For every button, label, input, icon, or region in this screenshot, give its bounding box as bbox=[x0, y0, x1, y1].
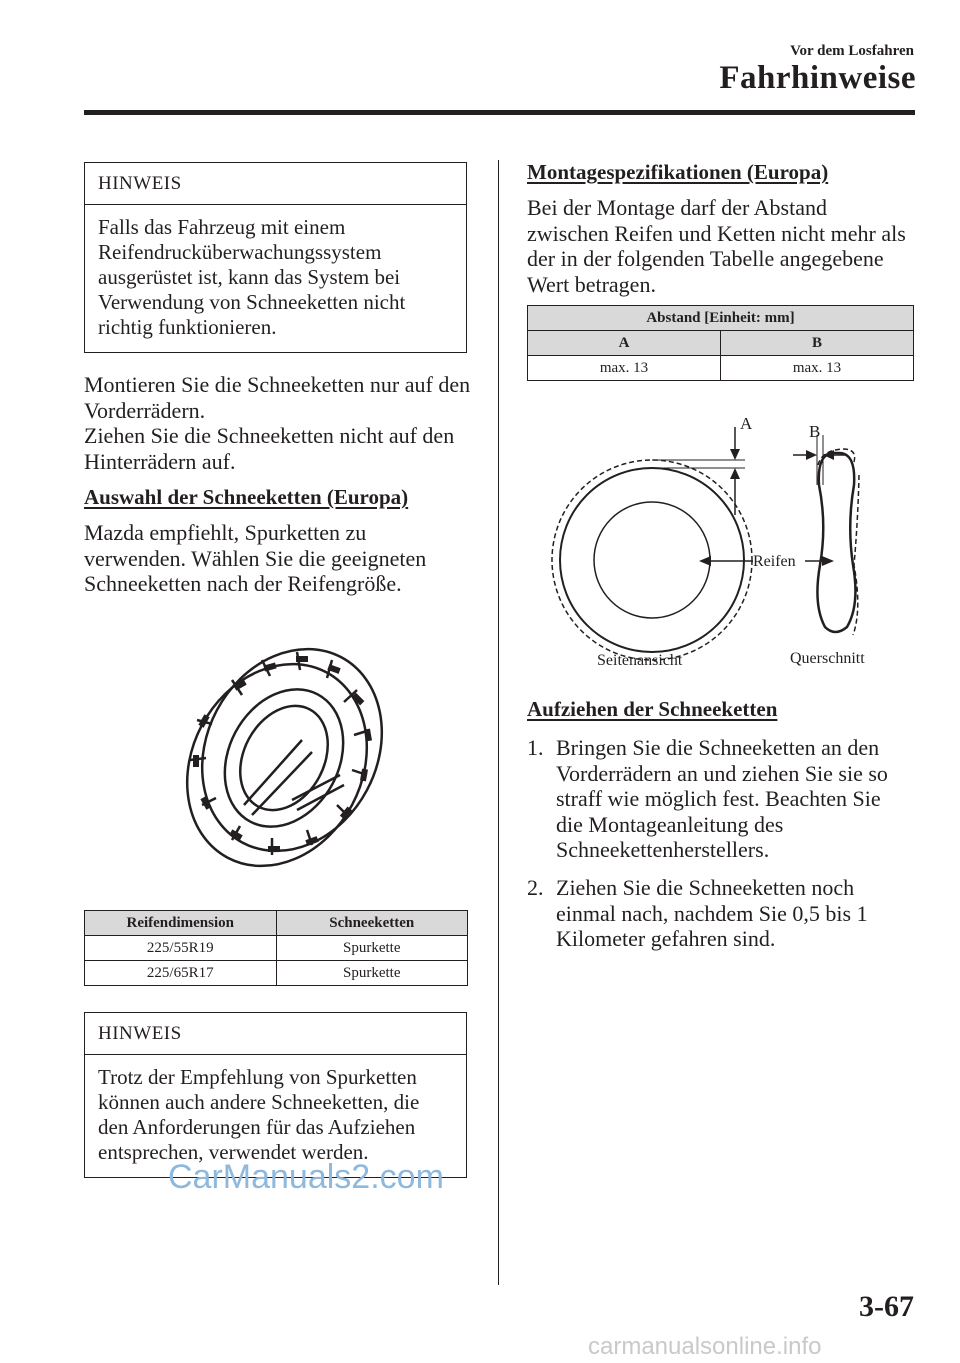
paragraph-mounting-specs: Bei der Montage darf der Abstand zwischen Reifen und Ketten nicht mehr als der in der folgenden Tabelle angegebene Wert betragen. bbox=[527, 195, 906, 297]
watermark-logo: CarManuals2.com bbox=[168, 1158, 444, 1196]
list-item-number: 2. bbox=[527, 875, 544, 900]
diagram-label-tire: Reifen bbox=[753, 553, 796, 570]
diagram-label-b: B bbox=[809, 422, 821, 441]
table-cell: 225/55R19 bbox=[85, 936, 277, 961]
section-title-mounting-specs: Montagespezifikationen (Europa) bbox=[527, 160, 829, 184]
table-header-snow-chains: Schneeketten bbox=[276, 911, 468, 936]
note-body: Trotz der Empfehlung von Spurketten können auch andere Schneeketten, die den Anforderungen für das Aufziehen entsprechen, verwendet werden. bbox=[98, 1065, 420, 1164]
table-cell: max. 13 bbox=[528, 356, 721, 381]
list-item bbox=[527, 735, 912, 863]
snow-chain-illustration bbox=[172, 640, 392, 870]
diagram-label-cross-section: Querschnitt bbox=[790, 650, 865, 667]
page-number: 3-67 bbox=[859, 1290, 914, 1323]
table-row bbox=[85, 936, 468, 961]
footer-watermark: carmanualsonline.info bbox=[588, 1333, 822, 1360]
note-title: HINWEIS bbox=[85, 1013, 466, 1055]
note-body: Falls das Fahrzeug mit einem Reifendrucküberwachungssystem ausgerüstet ist, kann das System bei Verwendung von Schneeketten nicht richtig funktionieren. bbox=[98, 215, 406, 339]
header-rule bbox=[84, 110, 915, 115]
table-header-tire-dimension: Reifendimension bbox=[85, 911, 277, 936]
tire-clearance-diagram bbox=[527, 405, 914, 680]
section-title-chain-selection: Auswahl der Schneeketten (Europa) bbox=[84, 485, 409, 509]
paragraph-chain-selection: Mazda empfiehlt, Spurketten zu verwenden. Wählen Sie die geeigneten Schneeketten nach der Reifengröße. bbox=[84, 520, 427, 596]
table-cell: max. 13 bbox=[721, 356, 914, 381]
paragraph-front-wheels: Montieren Sie die Schneeketten nur auf den Vorderrädern. bbox=[84, 372, 471, 423]
list-item-text: Ziehen Sie die Schneeketten noch einmal nach, nachdem Sie 0,5 bis 1 Kilometer gefahren sind. bbox=[556, 875, 868, 951]
table-cell: Spurkette bbox=[276, 936, 468, 961]
table-row bbox=[85, 961, 468, 986]
diagram-label-side-view: Seitenansicht bbox=[597, 652, 683, 669]
table-cell: Spurkette bbox=[276, 961, 468, 986]
table-header-b: B bbox=[721, 331, 914, 356]
list-item-text: Bringen Sie die Schneeketten an den Vorderrädern an und ziehen Sie sie so straff wie möglich fest. Beachten Sie die Montageanleitung des Schneekettenherstellers. bbox=[556, 735, 888, 862]
section-title-fitting-chains: Aufziehen der Schneeketten bbox=[527, 697, 778, 721]
list-item bbox=[527, 875, 912, 952]
note-title: HINWEIS bbox=[85, 163, 466, 205]
table-caption: Abstand [Einheit: mm] bbox=[528, 306, 914, 331]
chapter-subtitle: Vor dem Losfahren bbox=[790, 43, 914, 59]
table-header-a: A bbox=[528, 331, 721, 356]
chain-size-table bbox=[84, 910, 468, 986]
paragraph-rear-wheels: Ziehen Sie die Schneeketten nicht auf den Hinterrädern auf. bbox=[84, 423, 455, 474]
column-divider bbox=[498, 160, 499, 1285]
list-item-number: 1. bbox=[527, 735, 544, 760]
chapter-title: Fahrhinweise bbox=[719, 60, 916, 96]
clearance-spec-table bbox=[527, 305, 914, 381]
note-box-other-chains bbox=[84, 1012, 467, 1178]
table-row bbox=[528, 356, 914, 381]
diagram-label-a: A bbox=[740, 414, 753, 433]
table-cell: 225/65R17 bbox=[85, 961, 277, 986]
note-box-tpms bbox=[84, 162, 467, 353]
